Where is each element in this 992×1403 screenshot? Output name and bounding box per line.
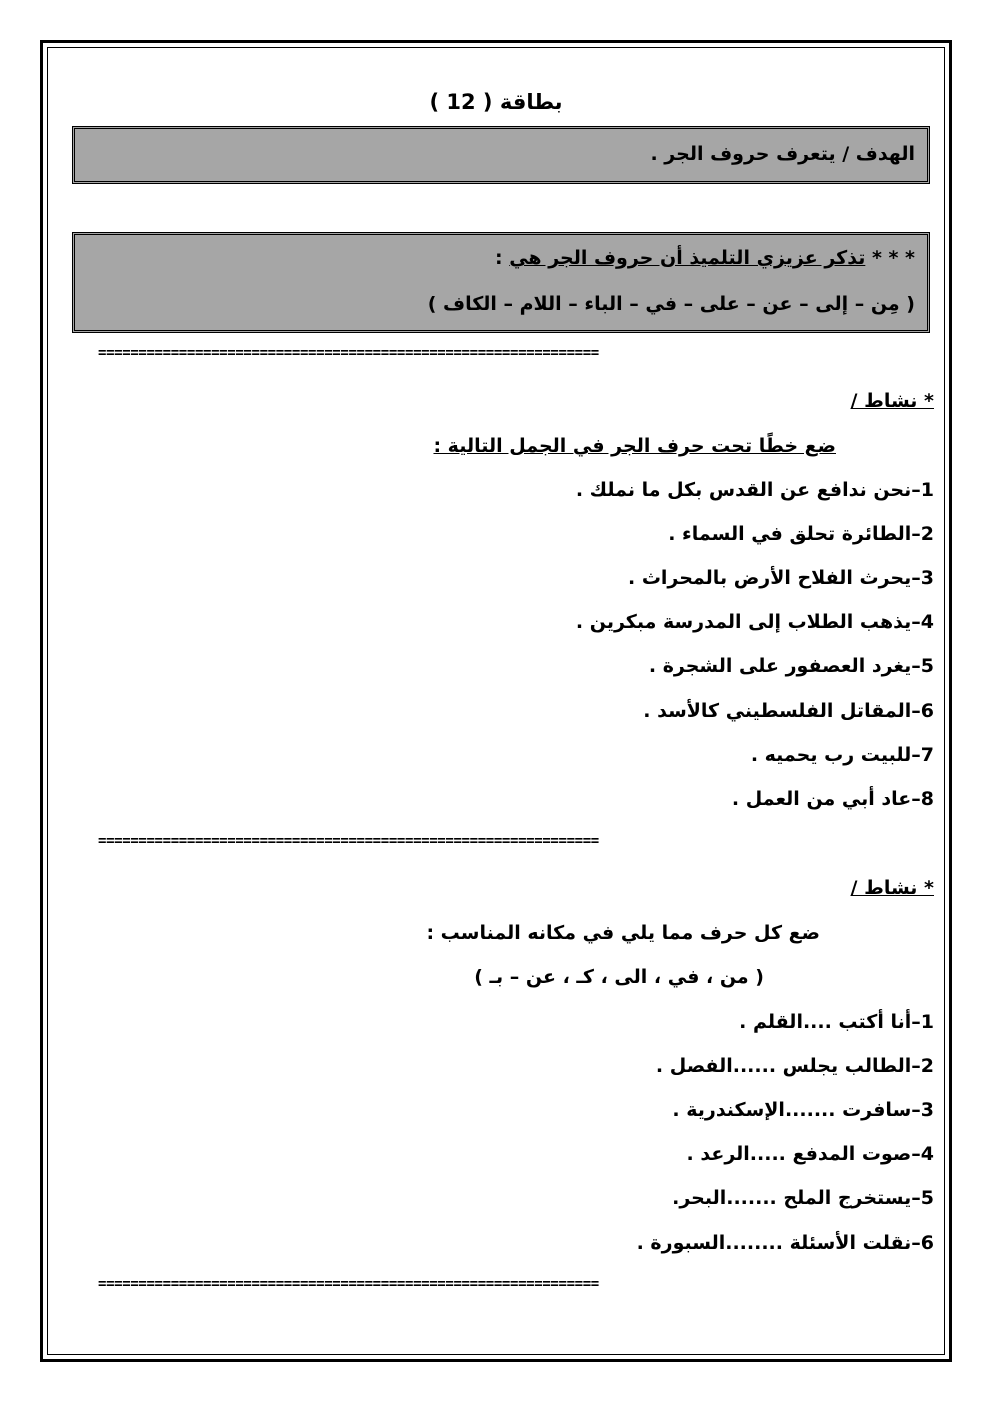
activity2-letters: ( من ، في ، الى ، كـ ، عن – بـ ) (474, 966, 764, 988)
activity1-item-5: 5–يغرد العصفور على الشجرة . (648, 655, 934, 677)
activity2-item-1: 1–أنا أكتب ....القلم . (739, 1011, 934, 1033)
separator-1: ============================================================== (98, 345, 599, 361)
activity1-item-8: 8–عاد أبي من العمل . (731, 788, 934, 810)
activity1-item-3: 3–يحرث الفلاح الأرض بالمحراث . (627, 567, 934, 589)
activity2-item-4: 4–صوت المدفع .....الرعد . (686, 1143, 934, 1165)
activity1-item-6: 6–المقاتل الفلسطيني كالأسد . (643, 700, 934, 722)
activity1-item-4: 4–يذهب الطلاب إلى المدرسة مبكرين . (575, 611, 934, 633)
activity2-instruction: ضع كل حرف مما يلي في مكانه المناسب : (426, 922, 820, 944)
activity1-heading: * نشاط / (850, 390, 934, 412)
activity1-item-2: 2–الطائرة تحلق في السماء . (668, 523, 934, 545)
separator-2: ============================================================== (98, 833, 599, 849)
reminder-box (72, 232, 930, 333)
activity1-item-7: 7–للبيت رب يحميه . (750, 744, 934, 766)
activity1-item-1: 1–نحن ندافع عن القدس بكل ما نملك . (575, 479, 934, 501)
objective-box (72, 126, 930, 184)
prepositions-list: ( مِن – إلى – عن – على – في – الباء – اللام – الكاف ) (427, 293, 915, 315)
separator-3: ============================================================== (98, 1276, 599, 1292)
reminder-text: تذكر عزيزي التلميذ أن حروف الجر هي (509, 247, 866, 269)
activity2-heading: * نشاط / (850, 877, 934, 899)
reminder-line1 (495, 247, 915, 269)
card-title: بطاقة ( 12 ) (429, 90, 563, 114)
reminder-colon: : (494, 247, 510, 269)
activity2-item-3: 3–سافرت .......الإسكندرية . (672, 1099, 934, 1121)
reminder-prefix: * * * (871, 247, 915, 269)
objective-text: الهدف / يتعرف حروف الجر . (650, 143, 915, 165)
activity2-item-6: 6–نقلت الأسئلة ........السبورة . (636, 1232, 934, 1254)
activity1-instruction: ضع خطًا تحت حرف الجر في الجمل التالية : (433, 435, 836, 457)
activity2-item-2: 2–الطالب يجلس ......الفصل . (655, 1055, 934, 1077)
activity2-item-5: 5–يستخرج الملح .......البحر. (672, 1187, 934, 1209)
